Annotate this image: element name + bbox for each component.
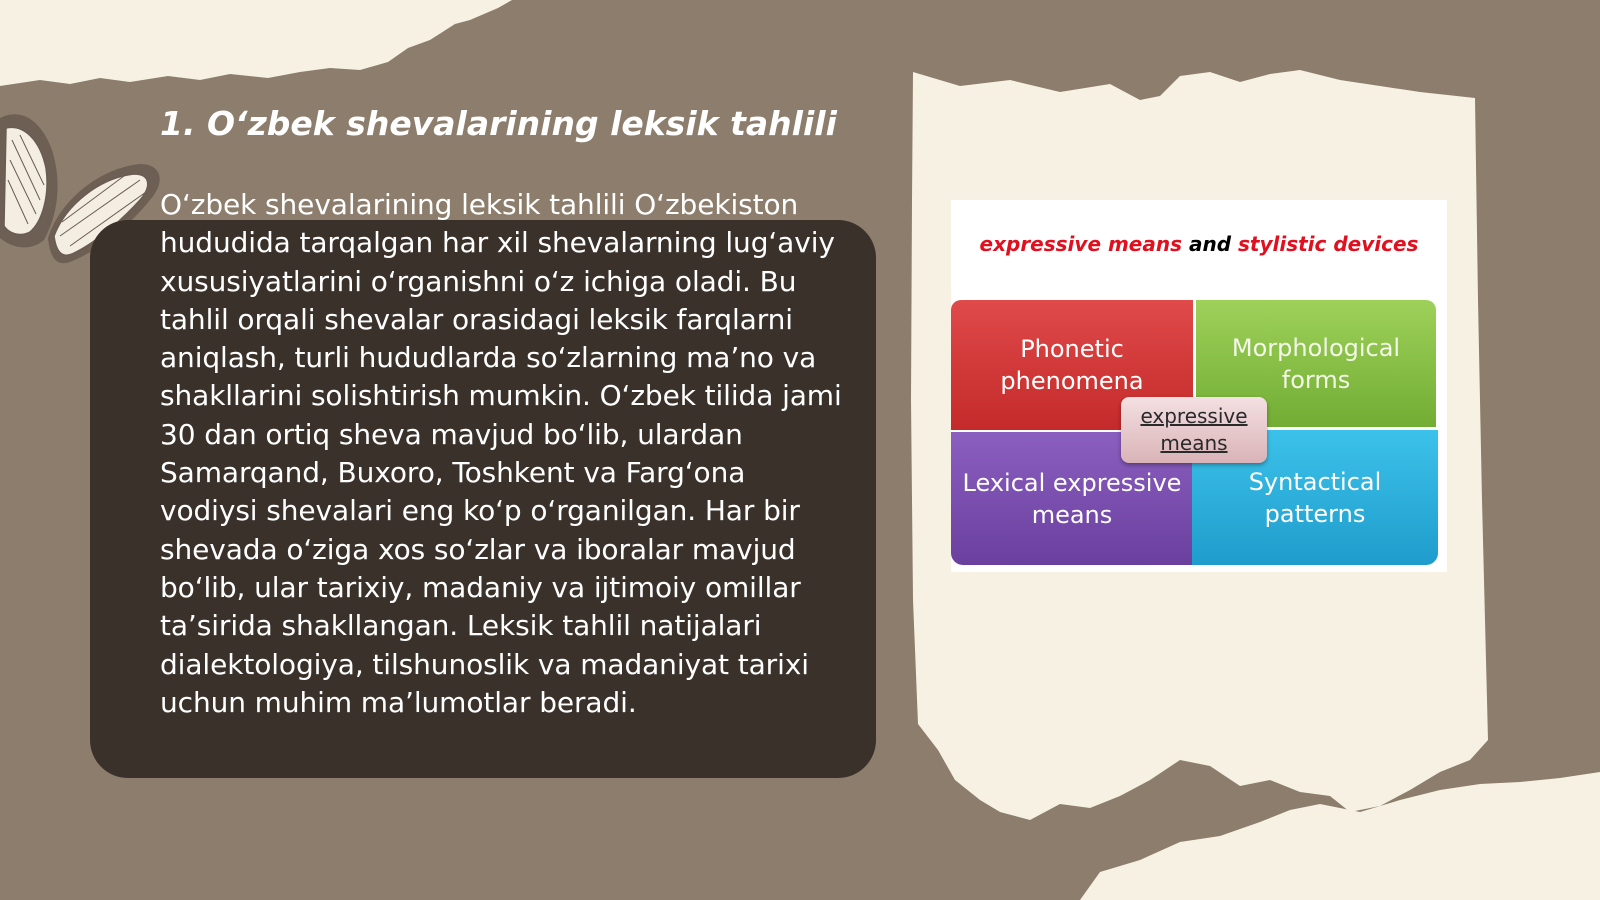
diagram-title xyxy=(951,232,1447,256)
quadrant-morphological-label: Morphological forms xyxy=(1231,333,1401,394)
center-label xyxy=(1121,397,1267,463)
diagram-title-part3: stylistic devices xyxy=(1238,232,1419,256)
slide-title: 1. O‘zbek shevalarining leksik tahlili xyxy=(160,104,837,143)
diagram-title-part2: and xyxy=(1182,232,1238,256)
quadrant-lexical-label: Lexical expressive means xyxy=(962,468,1182,529)
diagram-title-part1: expressive means xyxy=(979,232,1183,256)
body-text: O‘zbek shevalarining leksik tahlili O‘zbekiston hududida tarqalgan har xil shevalarning lug‘aviy xususiyatlarini o‘rganishni o‘z ichiga oladi. Bu tahlil orqali shevalar orasidagi leksik farqlarni aniqlash, turli hududlarda so‘zlarning ma’no va shakllarini solishtirish mumkin. O‘zbek tilida jami 30 dan ortiq sheva mavjud bo‘lib, ulardan Samarqand, Buxoro, Toshkent va Farg‘ona vodiysi shevalari eng ko‘p o‘rganilgan. Har bir shevada o‘ziga xos so‘zlar va iboralar mavjud bo‘lib, ular tarixiy, madaniy va ijtimoiy omillar ta’sirida shakllangan. Leksik tahlil natijalari dialektologiya, tilshunoslik va madaniyat tarixi uchun muhim ma’lumotlar beradi. xyxy=(160,188,842,719)
stylistic-diagram xyxy=(951,200,1447,572)
quadrant-phonetic-label: Phonetic phenomena xyxy=(1000,335,1144,395)
quadrant-syntactical-label: Syntactical patterns xyxy=(1248,467,1382,528)
center-label-text: expressive means xyxy=(1140,404,1248,455)
